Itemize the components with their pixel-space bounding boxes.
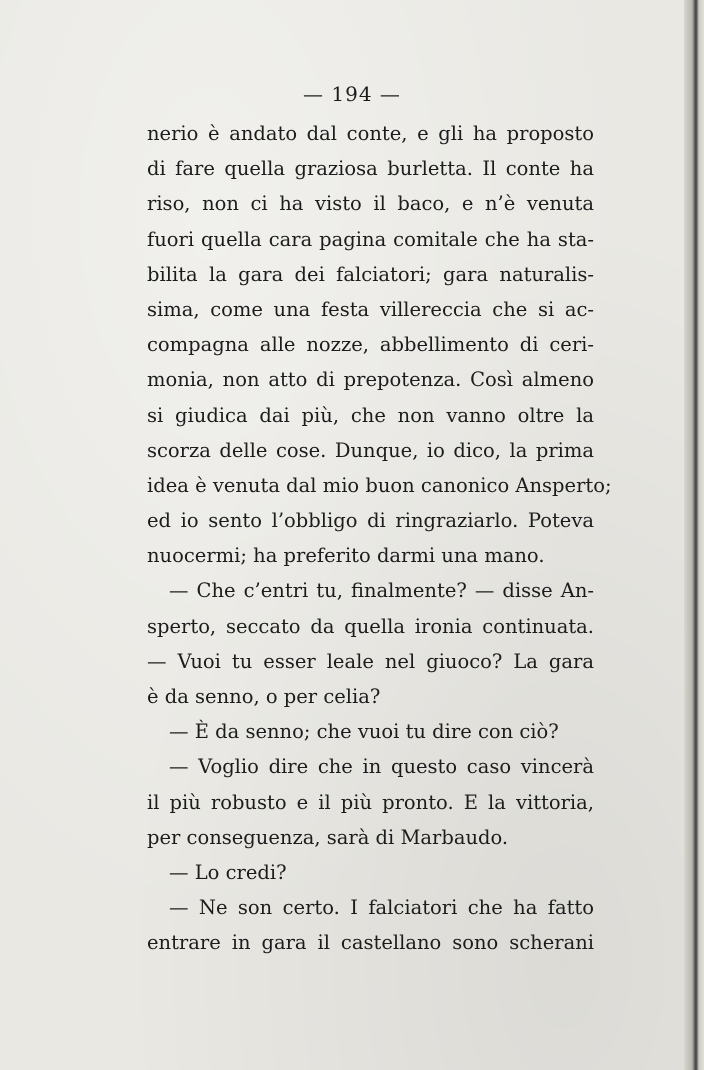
text-line: è da senno, o per celia? [147, 685, 381, 708]
text-line: ed io sento l’obbligo di ringraziarlo. Poteva [147, 509, 594, 533]
text-line: monia, non atto di prepotenza. Così almeno [147, 368, 594, 392]
text-line: si giudica dai più, che non vanno oltre la [147, 403, 594, 427]
text-line: — Ne son certo. I falciatori che ha fatto [169, 896, 594, 920]
text-line: nuocermi; ha preferito darmi una mano. [147, 544, 545, 568]
text-line: — Che c’entri tu, finalmente? — disse An- [169, 579, 594, 603]
text-line: bilita la gara dei falciatori; gara naturalis- [147, 262, 594, 286]
text-line: scorza delle cose. Dunque, io dico, la prima [147, 438, 594, 462]
text-line: di fare quella graziosa burletta. Il conte ha [147, 157, 594, 181]
text-line: il più robusto e il più pronto. E la vittoria, [147, 790, 594, 814]
text-line: — È da senno; che vuoi tu dire con ciò? [169, 720, 559, 744]
text-line: compagna alle nozze, abbellimento di ceri- [147, 333, 594, 357]
book-spine-edge [684, 0, 704, 1070]
page-number: — 194 — [303, 82, 401, 106]
text-line: — Lo credi? [169, 860, 287, 884]
text-line: nerio è andato dal conte, e gli ha proposto [147, 122, 594, 145]
text-line: — Voglio dire che in questo caso vincerà [169, 755, 594, 779]
text-line: per conseguenza, sarà di Marbaudo. [147, 825, 509, 849]
text-line: fuori quella cara pagina comitale che ha sta- [147, 227, 594, 251]
body-text [147, 116, 612, 961]
text-line: entrare in gara il castellano sono scherani [147, 931, 594, 955]
text-line: — Vuoi tu esser leale nel giuoco? La gara [147, 649, 594, 673]
text-line: sperto, seccato da quella ironia continuata. [147, 614, 594, 638]
text-line: idea è venuta dal mio buon canonico Ansperto; [147, 473, 612, 497]
text-line: riso, non ci ha visto il baco, e n’è venuta [147, 192, 594, 216]
text-line: sima, come una festa villereccia che si ac- [147, 297, 594, 321]
